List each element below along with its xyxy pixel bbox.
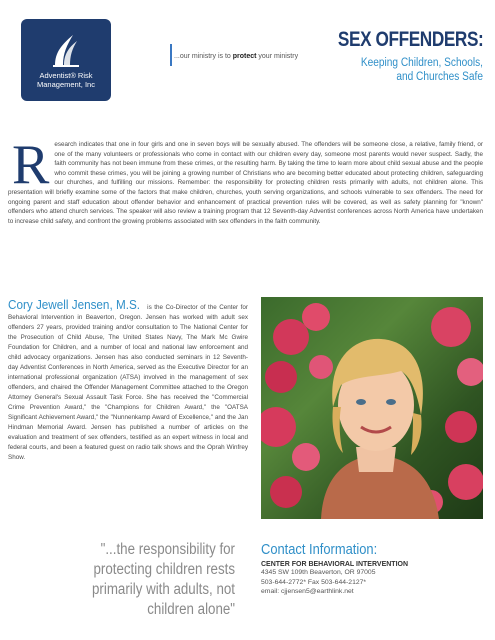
tagline-pre: ...our ministry is to <box>174 53 233 60</box>
speaker-photo <box>261 297 483 519</box>
contact-phone: 503-644-2772* Fax 503-644-2127* <box>261 578 367 586</box>
tagline-bold: protect <box>232 53 257 60</box>
page-title: SEX OFFENDERS: <box>337 28 483 51</box>
intro-paragraph <box>8 134 483 226</box>
speaker-bio <box>8 297 248 463</box>
tagline <box>174 53 298 60</box>
organization-logo <box>21 19 111 101</box>
page-subtitle: Keeping Children, Schools, and Churches Safe <box>360 57 483 83</box>
contact-organization: CENTER FOR BEHAVIORAL INTERVENTION <box>261 561 409 568</box>
tagline-post: your ministry <box>256 53 299 60</box>
portrait-illustration <box>261 297 483 519</box>
flame-emblem-icon <box>51 31 81 69</box>
logo-line2: Management, Inc <box>37 80 95 89</box>
contact-title: Contact Information: <box>261 541 378 558</box>
contact-address: 4345 SW 109th Beaverton, OR 97005 <box>261 569 376 576</box>
logo-name <box>21 71 111 89</box>
drop-cap: R <box>12 134 50 196</box>
logo-line1: Adventist® Risk <box>39 71 93 80</box>
tagline-divider <box>170 44 172 66</box>
pull-quote: "...the responsibility for protecting children rests primarily with adults, not children alone" <box>92 541 235 618</box>
contact-block <box>261 541 481 597</box>
speaker-name: Cory Jewell Jensen, M.S. <box>8 297 141 312</box>
contact-email[interactable]: email: cjjensen5@earthlink.net <box>261 588 354 595</box>
speaker-bio-text: is the Co-Director of the Center for Behavioral Intervention in Beaverton, Oregon. Jensen has worked with adult sex offenders 27 years, provided training and/or consultation to The National Center for the Prosecution of Child Abuse, The United States Navy, The Mark Mc Gwire Foundation for Children, and a number of local and national law enforcement and child advocacy organizations. Jensen has also conducted seminars in 12 Seventh-day Adventist Conferences in North America, served as the Executive Director for an international professional organization (ATSA) involved in the management of sex offenders, and chaired the Offender Management Committee attached to the Oregon Attorney General's Sexual Assault Task Force. She has received the "Commercial Crime Prevention Award," the "Champions for Children Award," the "OATSA Significant Achievement Award," the "Nunnenkamp Award of Excellence," and the Jan Hindman Memorial Award. Jensen has published a number of articles on the evaluation and treatment of sex offenders, testified as an expert witness in local and federal courts, and been a featured guest on radio talk shows and the Oprah Winfrey Show. <box>8 304 248 461</box>
intro-text: esearch indicates that one in four girls and one in seven boys will be sexually abused. The offenders will be someone close, a relative, family friend, or one of the many volunteers or professionals who come in contact with our children every day, someone most parents would never suspect. Sadly, the faith community has not been immune from these crimes, or the resulting harm. By taking the time to learn more about child sexual abuse and the people who commit these crimes, you will be joining a growing number of Christians who are becoming better educated about protecting children, safeguarding our churches, and fulfilling our missions. Remember: the responsibility for protecting children rests primarily with adults, not children alone. This presentation will briefly examine some of the factors that make children, churches, youth serving organizations, and schools vulnerable to sex offenders. The need for ongoing parent and staff education about offender behavior and enhancement of practical prevention rules will be covered, as well as safety planning for "known" offenders who attend church services. The speaker will also review a training program that 12 Seventh-day Adventist conferences across North America have undertaken to increase child safety, and confront the growing problems associated with sex offenders in the faith community. <box>8 141 483 225</box>
